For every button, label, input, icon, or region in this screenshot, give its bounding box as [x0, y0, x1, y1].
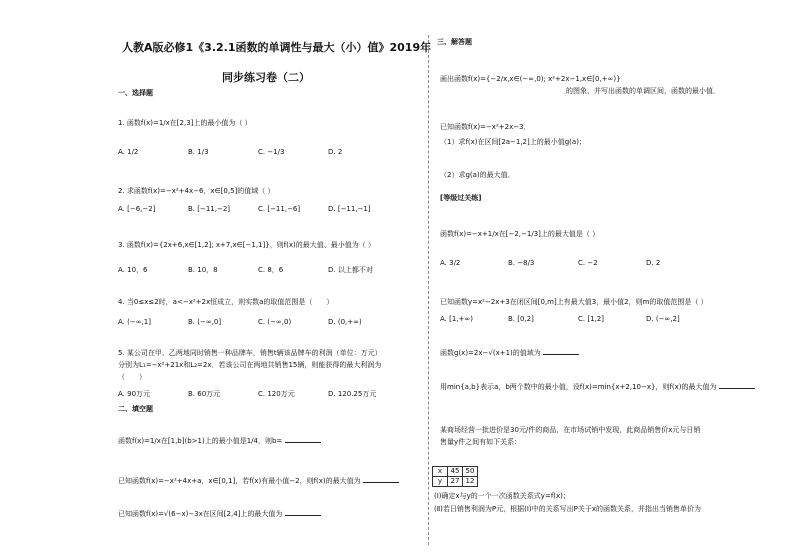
- price-sales-table: [432, 466, 478, 487]
- p4-option-c: C. [1,2]: [578, 315, 604, 323]
- q3-option-b: B. 10，8: [188, 266, 218, 274]
- q5-option-b: B. 60万元: [188, 390, 221, 398]
- problem-3: 函数f(x)=−x+1/x在[−2,−1/3]上的最大值是（ ）: [440, 230, 600, 238]
- problem-7-part-1: (Ⅰ)确定x与y的一个一次函数关系式y=f(x)；: [434, 492, 570, 500]
- question-7-text: 已知函数f(x)=−x²+4x+a，x∈[0,1]，若f(x)有最小值−2，则f(x)的最大值为: [118, 477, 361, 485]
- q5-option-d: D. 120.25万元: [328, 390, 377, 398]
- p3-option-d: D. 2: [646, 259, 661, 267]
- q4-option-b: B. (−∞,0]: [188, 318, 222, 326]
- table-row: [433, 467, 478, 477]
- q1-option-c: C. −1/3: [258, 148, 285, 156]
- table-cell: 45: [448, 467, 463, 477]
- q4-option-d: D. (0,+∞): [328, 318, 362, 326]
- problem-2-part-1: （1）求f(x)在区间[2a−1,2]上的最小值g(a)；: [440, 138, 586, 146]
- q2-option-d: D. [−11,−1]: [328, 205, 371, 213]
- p4-option-b: B. [0,2]: [508, 315, 534, 323]
- q2-option-b: B. [−11,−2]: [188, 205, 231, 213]
- table-row: [433, 477, 478, 487]
- q5-option-a: A. 90万元: [118, 390, 151, 398]
- doc-title-line1: 人教A版必修1《3.2.1函数的单调性与最大（小）值》2019年: [122, 41, 432, 54]
- question-7: [118, 476, 399, 486]
- problem-5: [440, 348, 579, 358]
- problem-5-text: 函数g(x)=2x−√(x+1)的值域为: [440, 349, 541, 357]
- q1-option-a: A. 1/2: [118, 148, 139, 156]
- q3-option-d: D. 以上都不对: [328, 266, 373, 274]
- problem-7-part-2: (Ⅱ)若日销售利润为P元，根据(Ⅰ)中的关系写出P关于x的函数关系，并指出当销售单价为: [434, 505, 702, 513]
- answer-blank: [285, 509, 321, 516]
- problem-7-line1: 某商场经营一批进价是30元/件的商品，在市场试销中发现，此商品销售价x元与日销: [440, 426, 701, 434]
- answer-blank: [363, 476, 399, 483]
- table-cell: 50: [463, 467, 478, 477]
- column-divider: [428, 35, 429, 545]
- question-8: [118, 509, 321, 519]
- q1-option-b: B. 1/3: [188, 148, 209, 156]
- question-8-text: 已知函数f(x)=√(6−x)−3x在区间[2,4]上的最大值为: [118, 510, 283, 518]
- q4-option-a: A. (−∞,1]: [118, 318, 151, 326]
- section-answer-heading: 三、解答题: [437, 38, 472, 46]
- question-5-line2: 分别为L₁=−x²+21x和L₂=2x．若该公司在两地共销售15辆，则能获得的最大利润为: [118, 361, 382, 369]
- table-cell: 12: [463, 477, 478, 487]
- p3-option-a: A. 3/2: [440, 259, 461, 267]
- table-cell: y: [433, 477, 448, 487]
- question-5-line3: （ ）: [118, 373, 146, 381]
- problem-2-part-2: （2）求g(a)的最大值．: [440, 171, 515, 179]
- problem-1-text: 的图象，并写出函数的单调区间，函数的最小值．: [566, 87, 720, 95]
- q3-option-c: C. 8，6: [258, 266, 284, 274]
- question-5-line1: 5. 某公司在甲、乙两地同时销售一种品牌车，销售t辆该品牌车的利润（单位：万元）: [118, 349, 382, 357]
- problem-7-line2: 售量y件之间有如下关系：: [440, 438, 522, 446]
- section-level-heading: [等级过关练]: [440, 194, 482, 202]
- p4-option-d: D. (−∞,2]: [646, 315, 680, 323]
- q2-option-c: C. [−11,−6]: [258, 205, 301, 213]
- question-2: 2. 求函数f(x)=−x²+4x−6，x∈[0,5]的值域（ ）: [118, 187, 275, 195]
- problem-4: 已知函数y=x²−2x+3在闭区间[0,m]上有最大值3，最小值2，则m的取值范围是（ ）: [440, 298, 708, 306]
- table-cell: 27: [448, 477, 463, 487]
- doc-title-line2: 同步练习卷（二）: [222, 71, 310, 84]
- p3-option-b: B. −8/3: [508, 259, 535, 267]
- question-6: [118, 436, 321, 446]
- question-6-text: 函数f(x)=1/x在[1,b](b>1)上的最小值是1/4，则b=: [118, 437, 283, 445]
- question-3: 3. 函数f(x)={2x+6,x∈[1,2]; x+7,x∈[−1,1]}，则f(x)的最大值、最小值为（ ）: [118, 241, 375, 249]
- q2-option-a: A. [−6,−2]: [118, 205, 156, 213]
- answer-blank: [543, 348, 579, 355]
- problem-1-formula: 画出函数f(x)={−2/x,x∈(−∞,0); x²+2x−1,x∈[0,+∞)}: [440, 75, 621, 83]
- p4-option-a: A. [1,+∞): [440, 315, 473, 323]
- question-4: 4. 当0≤x≤2时，a<−x²+2x恒成立，则实数a的取值范围是（ ）: [118, 298, 334, 306]
- q1-option-d: D. 2: [328, 148, 343, 156]
- table-cell: x: [433, 467, 448, 477]
- q5-option-c: C. 120万元: [258, 390, 295, 398]
- problem-6-text: 用min{a,b}表示a，b两个数中的最小值，设f(x)=min{x+2,10−x}，则f(x)的最大值为: [440, 383, 717, 391]
- answer-blank: [719, 382, 755, 389]
- q3-option-a: A. 10，6: [118, 266, 148, 274]
- q4-option-c: C. (−∞,0): [258, 318, 292, 326]
- p3-option-c: C. −2: [578, 259, 598, 267]
- problem-6: [440, 382, 755, 392]
- problem-2: 已知函数f(x)=−x²+2x−3．: [440, 123, 531, 131]
- question-1: 1. 函数f(x)=1/x在[2,3]上的最小值为（ ）: [118, 119, 252, 127]
- section-choice-heading: 一、选择题: [118, 89, 153, 97]
- answer-blank: [285, 436, 321, 443]
- section-fill-heading: 二、填空题: [118, 405, 153, 413]
